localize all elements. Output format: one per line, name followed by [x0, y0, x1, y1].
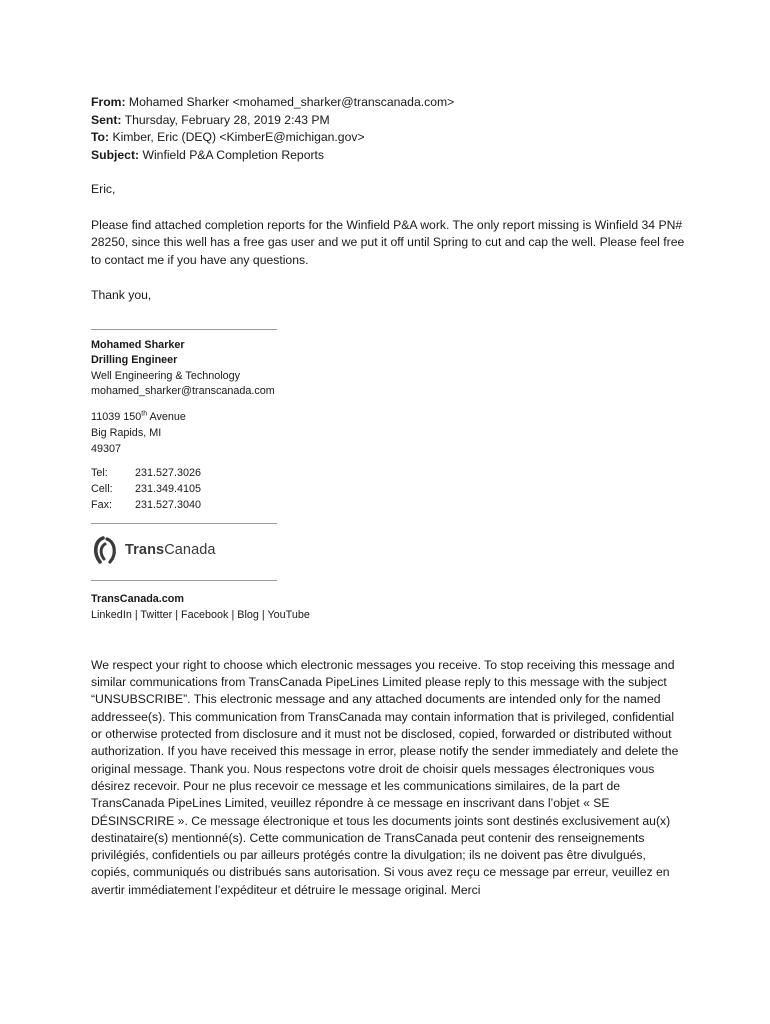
from-line	[91, 94, 691, 112]
phone-label: Tel:	[91, 466, 108, 479]
social-links[interactable]: LinkedIn | Twitter | Facebook | Blog | YouTube	[91, 608, 310, 621]
address-street-number: 11039 150	[91, 410, 142, 423]
address-line-2: Big Rapids, MI	[91, 426, 162, 439]
signature-divider-bottom	[91, 580, 277, 581]
closing: Thank you,	[91, 288, 152, 302]
signature-phones	[91, 465, 691, 513]
address-line-1	[91, 409, 691, 425]
phone-label: Fax:	[91, 498, 112, 511]
to-line	[91, 129, 691, 147]
sent-value: Thursday, February 28, 2019 2:43 PM	[124, 112, 330, 127]
signature-name: Mohamed Sharker	[91, 338, 185, 351]
address-street-name: Avenue	[147, 410, 186, 423]
sent-line	[91, 112, 691, 130]
subject-line	[91, 147, 691, 165]
phone-row-cell	[91, 481, 691, 497]
phone-value: 231.527.3026	[135, 466, 202, 479]
phone-label: Cell:	[91, 482, 113, 495]
logo-wordmark	[125, 542, 216, 558]
subject-label: Subject:	[91, 147, 140, 162]
legal-disclaimer: We respect your right to choose which electronic messages you receive. To stop receiving this message and similar communications from TransCanada PipeLines Limited please reply to this message with the subject “UNSUBSCRIBE”. This electronic message and any attached documents are intended only for the named addressee(s). This communication from TransCanada may contain information that is privileged, confidential or otherwise protected from disclosure and it must not be disclosed, copied, forwarded or distributed without authorization. If you have received this message in error, please notify the sender immediately and delete the original message. Thank you. Nous respectons votre droit de choisir quels messages électroniques vous désirez recevoir. Pour ne plus recevoir ce message et les communications similaires, de la part de TransCanada PipeLines Limited, veuillez répondre à ce message en inscrivant dans l’objet « SE DÉSINSCRIRE ». Ce message électronique et tous les documents joints sont destinés exclusivement au(x) destinataire(s) mentionné(s). Cette communication de TransCanada peut contenir des renseignements privilégiés, confidentiels ou par ailleurs protégés contre la divulgation; ils ne doivent pas être divulgués, copiés, communiqués ou distribués sans autorisation. Si vous avez reçu ce message par erreur, veuillez en avertir immédiatement l’expéditeur et détruire le message original. Merci	[91, 657, 679, 897]
transcanada-mark-icon	[91, 535, 119, 565]
to-label: To:	[91, 130, 110, 144]
signature-block	[91, 338, 691, 400]
email-header	[91, 94, 691, 164]
greeting: Eric,	[91, 182, 116, 196]
signature-address	[91, 409, 691, 457]
from-label: From:	[91, 95, 126, 109]
signature-divider-middle	[91, 523, 277, 524]
sent-label: Sent:	[91, 112, 122, 127]
from-value: Mohamed Sharker <mohamed_sharker@transcanada.com>	[128, 95, 455, 109]
signature-divider-top	[91, 329, 277, 330]
to-value: Kimber, Eric (DEQ) <KimberE@michigan.gov>	[112, 130, 365, 144]
phone-value: 231.527.3040	[135, 498, 202, 511]
logo-word-bold: Trans	[125, 541, 165, 558]
phone-row-fax	[91, 497, 691, 513]
address-ordinal-suffix: th	[141, 410, 148, 418]
transcanada-logo	[91, 528, 691, 572]
signature-department: Well Engineering & Technology	[91, 369, 241, 382]
signature-title: Drilling Engineer	[91, 354, 178, 367]
email-document	[91, 94, 691, 899]
message-paragraph: Please find attached completion reports for the Winfield P&A work. The only report missing is Winfield 34 PN# 28250, since this well has a free gas user and we put it off until Spring to cut and cap the well. Please feel free to contact me if you have any questions.	[91, 217, 685, 267]
address-line-3: 49307	[91, 442, 122, 455]
signature-email[interactable]: mohamed_sharker@transcanada.com	[91, 385, 275, 398]
phone-value: 231.349.4105	[135, 482, 202, 495]
website-link[interactable]: TransCanada.com	[91, 592, 185, 605]
logo-word-regular: Canada	[164, 541, 216, 558]
subject-value: Winfield P&A Completion Reports	[142, 147, 325, 162]
phone-row-tel	[91, 465, 691, 481]
